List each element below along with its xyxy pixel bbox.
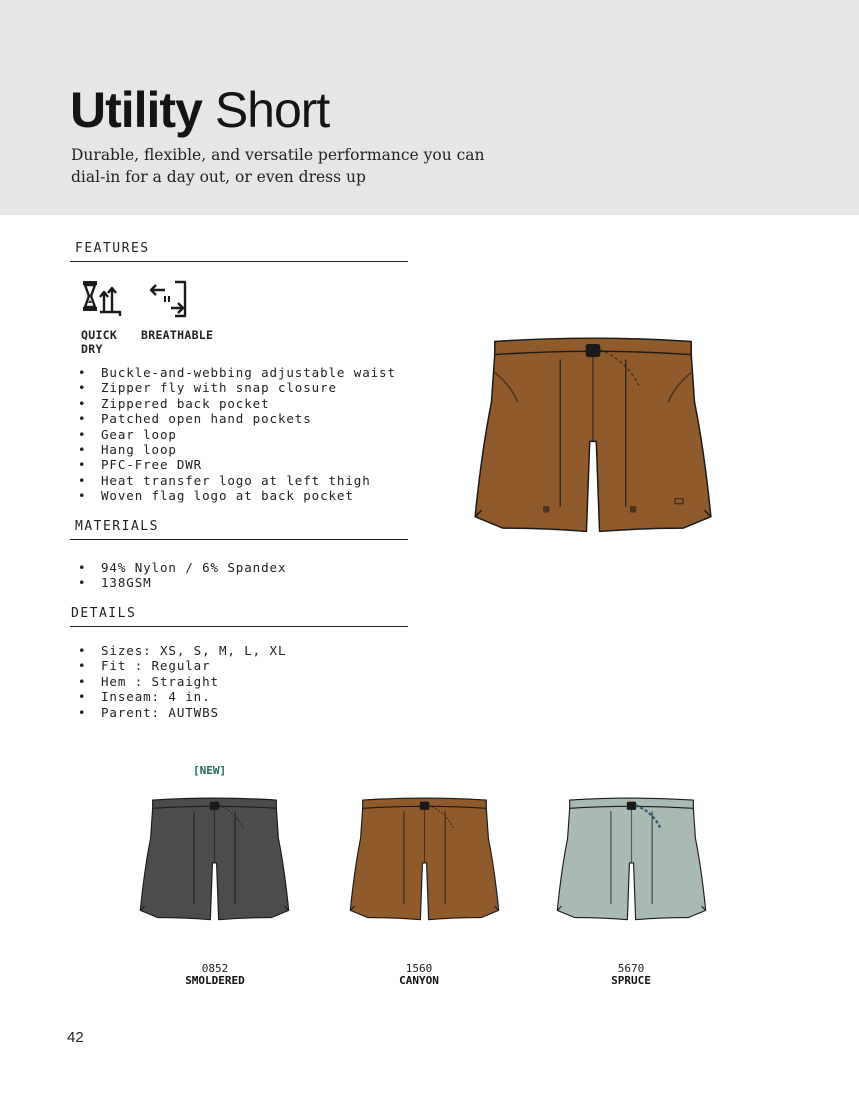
list-item: • 94% Nylon / 6% Spandex [78, 560, 286, 575]
page-subtitle [71, 144, 541, 188]
title-bold: Utility [70, 82, 202, 138]
details-list [78, 643, 286, 720]
color-code: 0852 [201, 962, 229, 975]
color-name: SMOLDERED [185, 974, 245, 987]
list-item: • Parent: AUTWBS [78, 705, 286, 720]
header-band [0, 0, 859, 215]
title-light: Short [214, 82, 330, 138]
list-item: • Inseam: 4 in. [78, 689, 286, 704]
swatch-smoldered [132, 797, 297, 936]
materials-heading: MATERIALS [70, 519, 408, 540]
features-list [78, 365, 396, 504]
color-name: SPRUCE [611, 974, 651, 987]
page-number: 42 [67, 1029, 84, 1046]
list-item: • Zipper fly with snap closure [78, 380, 396, 395]
list-item: • Hang loop [78, 442, 396, 457]
list-item: • Woven flag logo at back pocket [78, 488, 396, 503]
color-code: 5670 [617, 962, 645, 975]
list-item: • Buckle-and-webbing adjustable waist [78, 365, 396, 380]
subtitle-line-1: Durable, flexible, and versatile performance you can [71, 146, 485, 164]
quick-dry-label [81, 328, 117, 356]
materials-list [78, 560, 286, 591]
color-name: CANYON [399, 974, 439, 987]
list-item: • Hem : Straight [78, 674, 286, 689]
swatch-spruce [549, 797, 714, 936]
swatch-canyon [342, 797, 507, 936]
color-code: 1560 [405, 962, 433, 975]
details-heading: DETAILS [70, 606, 408, 627]
subtitle-line-2: dial-in for a day out, or even dress up [71, 168, 366, 186]
list-item: • Heat transfer logo at left thigh [78, 473, 396, 488]
list-item: • Patched open hand pockets [78, 411, 396, 426]
new-badge: [NEW] [193, 764, 227, 777]
list-item: • Fit : Regular [78, 658, 286, 673]
quick-dry-label-line-2: DRY [81, 342, 103, 356]
list-item: • PFC-Free DWR [78, 457, 396, 472]
features-heading: FEATURES [70, 241, 408, 262]
list-item: • 138GSM [78, 575, 286, 590]
page-title [70, 80, 329, 140]
breathable-label: BREATHABLE [141, 328, 214, 342]
list-item: • Zippered back pocket [78, 396, 396, 411]
quick-dry-label-line-1: QUICK [81, 328, 118, 342]
list-item: • Gear loop [78, 427, 396, 442]
list-item: • Sizes: XS, S, M, L, XL [78, 643, 286, 658]
hero-shorts-illustration [462, 334, 724, 557]
quick-dry-icon [80, 279, 122, 324]
breathable-icon [149, 280, 191, 323]
